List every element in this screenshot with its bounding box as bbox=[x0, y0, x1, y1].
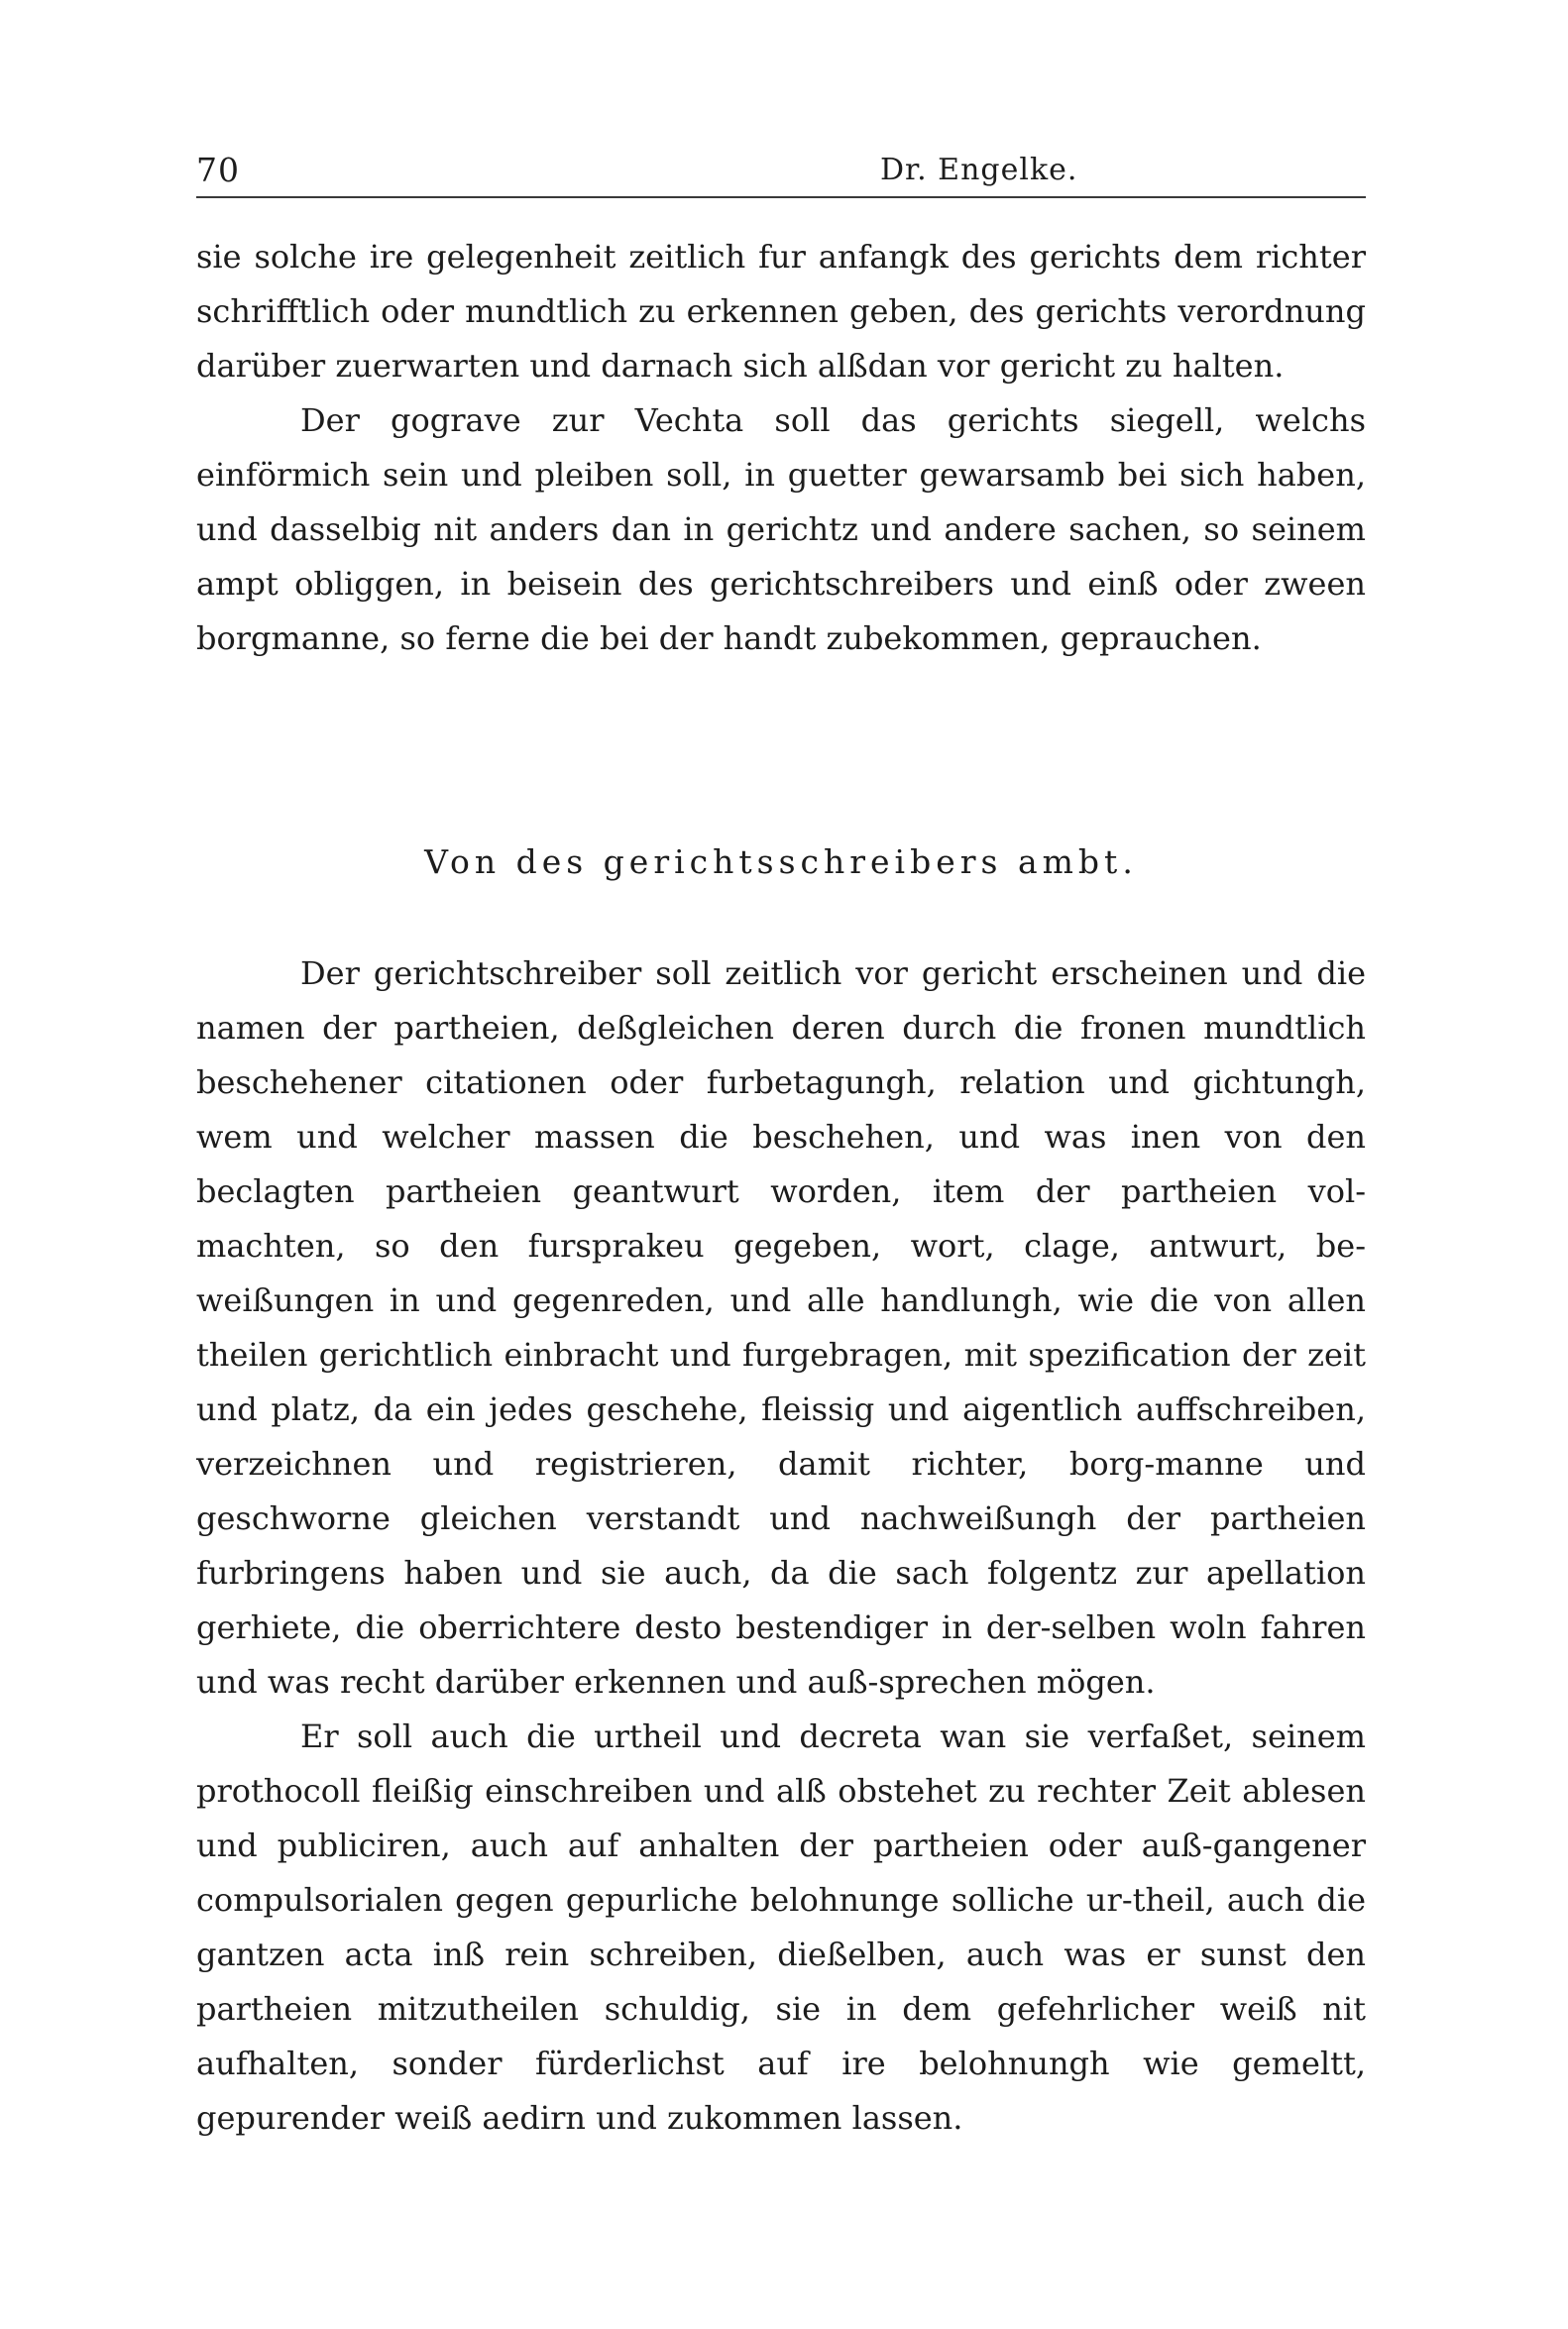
section-text-1 bbox=[196, 230, 1366, 666]
running-title: Dr. Engelke. bbox=[880, 153, 1078, 187]
page-number: 70 bbox=[196, 151, 240, 189]
page-header bbox=[196, 151, 1366, 198]
header-rule bbox=[196, 196, 1366, 198]
paragraph: sie solche ire gelegenheit zeitlich fur anfangk des gerichts dem richter schrifftlich oder mundtlich zu erkennen geben, des gerichts verordnung darüber zuerwarten und darnach sich alßdan vor gericht zu halten. bbox=[196, 238, 1366, 385]
paragraph: Er soll auch die urtheil und decreta wan sie verfaßet, seinem prothocoll fleißig einschreiben und alß obstehet zu rechter Zeit ablesen und publiciren, auch auf anhalten der partheien oder auß-gangener compulsorialen gegen gepurliche belohnunge solliche ur-theil, auch die gantzen acta inß rein schreiben, dießelben, auch was er sunst den partheien mitzutheilen schuldig, sie in dem gefehrlicher weiß nit aufhalten, sonder fürderlichst auf ire belohnungh wie gemeltt, gepurender weiß aedirn und zukommen lassen. bbox=[196, 1718, 1366, 2137]
paragraph: Der gerichtschreiber soll zeitlich vor gericht erscheinen und die namen der partheien, deßgleichen deren durch die fronen mundtlich beschehener citationen oder furbetagungh, relation und gichtungh, wem und welcher massen die beschehen, und was inen von den beclagten partheien geantwurt worden, item der partheien vol-machten, so den fursprakeu gegeben, wort, clage, antwurt, be-weißungen in und gegenreden, und alle handlungh, wie die von allen theilen gerichtlich einbracht und furgebragen, mit spezification der zeit und platz, da ein jedes geschehe, fleissig und aigentlich auffschreiben, verzeichnen und registrieren, damit richter, borg-manne und geschworne gleichen verstandt und nachweißungh der partheien furbringens haben und sie auch, da die sach folgentz zur apellation gerhiete, die oberrichtere desto bestendiger in der-selben woln fahren und was recht darüber erkennen und auß-sprechen mögen. bbox=[196, 954, 1366, 1701]
section-heading: Von des gerichtsschreibers ambt. bbox=[424, 842, 1138, 881]
section-text-2 bbox=[196, 946, 1366, 2146]
paragraph: Der gograve zur Vechta soll das gerichts siegell, welchs einförmich sein und pleiben soll, in guetter gewarsamb bei sich haben, und dasselbig nit anders dan in gerichtz und andere sachen, so seinem ampt obliggen, in beisein des gerichtschreibers und einß oder zween borgmanne, so ferne die bei der handt zubekommen, geprauchen. bbox=[196, 401, 1366, 657]
